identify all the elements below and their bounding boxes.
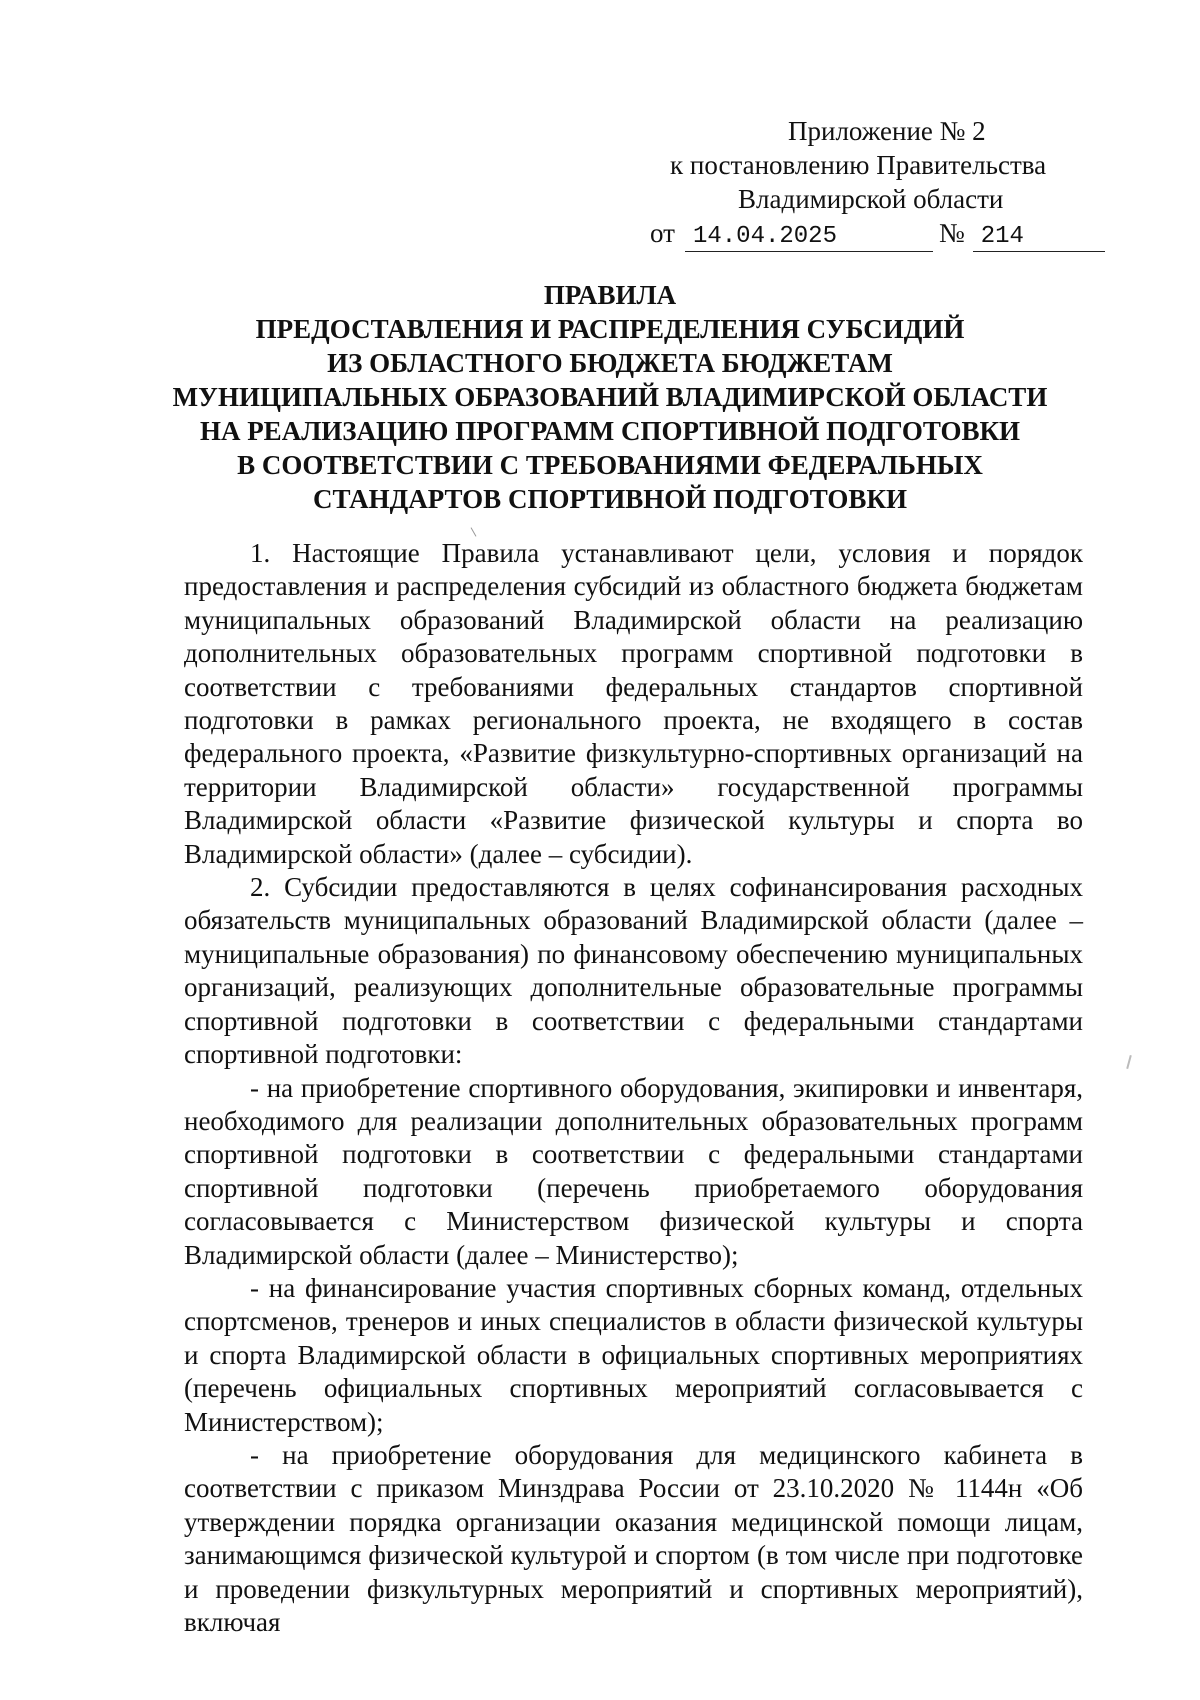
paragraph-1: 1. Настоящие Правила устанавливают цели, условия и порядок предоставления и распределения субсидий из областного бюджета бюджетам муниципальных образований Владимирской области на реализацию дополнительных образовательных программ спортивной подготовки в соответствии с требованиями федеральных стандартов спортивной подготовки в рамках регионального проекта, не входящего в состав федерального проекта, «Развитие физкультурно-спортивных организаций на территории Владимирской области» государственной программы Владимирской области «Развитие физической культуры и спорта во Владимирской области» (далее – субсидии). — [184, 538, 1083, 869]
document-title — [150, 278, 1070, 516]
date-prefix: от — [650, 218, 675, 248]
paragraph-equipment: - на приобретение спортивного оборудования, экипировки и инвентаря, необходимого для реализации дополнительных образовательных программ спортивной подготовки в соответствии с федеральными стандартами спортивной подготовки (перечень приобретаемого оборудования согласовывается с Министерством физической культуры и спорта Владимирской области (далее – Министерство); — [184, 1072, 1083, 1270]
resolution-number: 214 — [973, 223, 1105, 252]
scan-mark — [1126, 1055, 1132, 1069]
appendix-number: Приложение № 2 — [788, 116, 986, 146]
document-body — [184, 537, 1083, 1639]
scan-mark — [471, 527, 477, 536]
appendix-date-line — [620, 216, 1120, 252]
appendix-resolution-ref: к постановлению Правительства — [670, 150, 1047, 180]
resolution-date: 14.04.2025 — [685, 223, 933, 252]
title-line: ИЗ ОБЛАСТНОГО БЮДЖЕТА БЮДЖЕТАМ — [327, 348, 893, 378]
title-line: СТАНДАРТОВ СПОРТИВНОЙ ПОДГОТОВКИ — [312, 484, 908, 514]
title-line: МУНИЦИПАЛЬНЫХ ОБРАЗОВАНИЙ ВЛАДИМИРСКОЙ ОБЛАСТИ — [172, 382, 1048, 412]
title-line: ПРАВИЛА — [543, 280, 677, 310]
paragraph-2: 2. Субсидии предоставляются в целях софинансирования расходных обязательств муниципальных образований Владимирской области (далее – муниципальные образования) по финансовому обеспечению муниципальных организаций, реализующих дополнительные образовательные программы спортивной подготовки в соответствии с федеральными стандартами спортивной подготовки: — [184, 872, 1083, 1070]
number-prefix: № — [938, 218, 965, 248]
title-line: В СООТВЕТСТВИИ С ТРЕБОВАНИЯМИ ФЕДЕРАЛЬНЫХ — [237, 450, 983, 480]
paragraph-participation: - на финансирование участия спортивных сборных команд, отдельных спортсменов, тренеров и иных специалистов в области физической культуры и спорта Владимирской области в официальных спортивных мероприятиях (перечень официальных спортивных мероприятий согласовывается с Министерством); — [184, 1272, 1083, 1437]
appendix-region: Владимирской области — [738, 184, 1004, 214]
appendix-header — [620, 114, 1120, 252]
title-line: НА РЕАЛИЗАЦИЮ ПРОГРАММ СПОРТИВНОЙ ПОДГОТОВКИ — [199, 416, 1021, 446]
title-line: ПРЕДОСТАВЛЕНИЯ И РАСПРЕДЕЛЕНИЯ СУБСИДИЙ — [255, 314, 965, 344]
paragraph-medical: - на приобретение оборудования для медицинского кабинета в соответствии с приказом Минздрава России от 23.10.2020 № 1144н «Об утверждении порядка организации оказания медицинской помощи лицам, занимающимся физической культурой и спортом (в том числе при подготовке и проведении физкультурных мероприятий и спортивных мероприятий), включая — [184, 1439, 1083, 1637]
